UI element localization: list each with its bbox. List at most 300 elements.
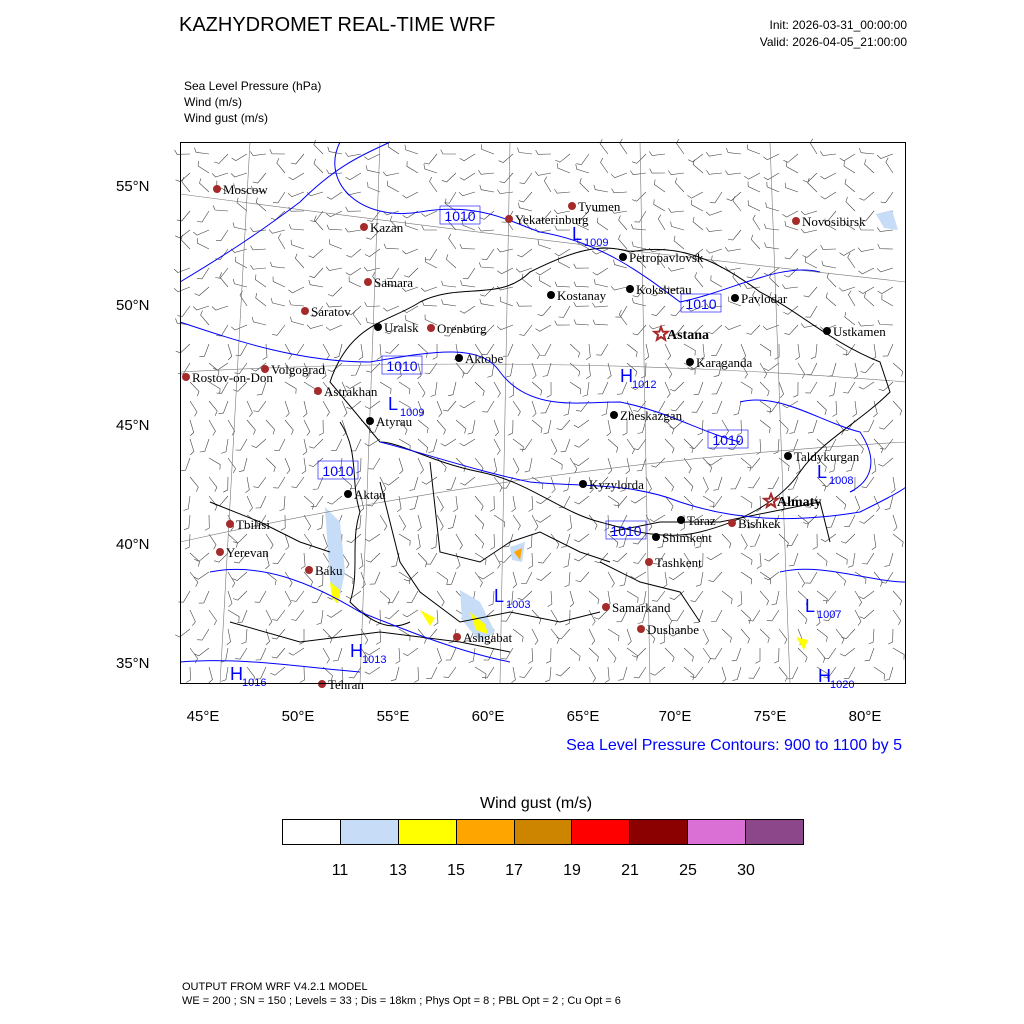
- city-dot-icon: [305, 566, 313, 574]
- wind-barb: [309, 439, 323, 448]
- low-center: [805, 596, 841, 621]
- wind-barb: [615, 306, 627, 317]
- wind-barb: [746, 325, 760, 334]
- wind-barb: [221, 667, 228, 681]
- city-label: Kokshetau: [636, 282, 692, 297]
- wind-barb: [291, 240, 304, 249]
- wind-barb: [449, 234, 456, 249]
- wind-barb: [513, 515, 520, 530]
- wind-barb: [608, 629, 619, 641]
- wind-barb: [668, 171, 684, 175]
- wind-barb: [821, 192, 836, 199]
- wind-barb: [513, 572, 517, 588]
- wind-barb: [327, 610, 342, 617]
- wind-barb: [410, 496, 418, 510]
- pressure-label: [318, 461, 358, 479]
- wind-barb: [385, 610, 399, 619]
- wind-barb: [817, 591, 827, 604]
- wind-barb: [859, 192, 874, 200]
- wind-barb: [808, 420, 817, 433]
- wind-barb: [789, 553, 798, 566]
- wind-barb: [854, 363, 858, 379]
- wind-barb: [632, 154, 646, 163]
- city-label: Taldykurgan: [794, 449, 860, 464]
- wind-barb: [619, 216, 627, 231]
- wind-barb: [817, 648, 825, 663]
- wind-barb: [893, 610, 901, 625]
- wind-barb: [748, 477, 760, 488]
- wind-barb: [760, 344, 771, 356]
- wind-barb: [703, 477, 708, 493]
- wind-barb: [711, 275, 722, 287]
- wind-barb: [551, 610, 558, 625]
- wind-barb: [669, 572, 684, 580]
- high-center: [230, 664, 266, 689]
- wind-barb: [864, 293, 874, 307]
- wind-barb: [403, 306, 418, 313]
- city-novosibirsk: [792, 214, 866, 229]
- wind-barb: [359, 344, 363, 360]
- wind-barb: [399, 382, 410, 394]
- wind-barb: [844, 515, 855, 527]
- wind-barb: [456, 534, 463, 549]
- city-label: Yerevan: [226, 545, 269, 560]
- wind-barb: [513, 458, 519, 474]
- wind-barb: [490, 534, 494, 550]
- wind-barb: [272, 648, 285, 658]
- wind-barb: [543, 420, 551, 434]
- slp-contour: [180, 142, 390, 282]
- wind-barb: [532, 363, 536, 379]
- footer-settings: WE = 200 ; SN = 150 ; Levels = 33 ; Dis = 18km ; Phys Opt = 8 ; PBL Opt = 2 ; Cu Opt = 6: [182, 995, 621, 1007]
- wind-barb: [437, 572, 448, 585]
- wind-barb: [731, 477, 742, 489]
- wind-barb: [793, 382, 798, 397]
- wind-barb: [811, 344, 817, 359]
- wind-barb: [741, 572, 752, 584]
- wind-barb: [231, 173, 247, 177]
- wind-barb: [757, 553, 761, 569]
- wind-barb: [605, 667, 609, 683]
- wind-barb: [684, 458, 691, 473]
- wind-barb: [855, 496, 860, 512]
- center-value: 1012: [632, 379, 657, 391]
- city-dushanbe: [637, 622, 699, 637]
- wind-barb: [272, 325, 285, 335]
- wind-barb: [346, 249, 361, 257]
- wind-barb: [428, 439, 437, 452]
- wind-barb: [760, 363, 767, 378]
- wind-barb: [532, 382, 542, 395]
- wind-barb: [600, 139, 608, 154]
- wind-barb: [675, 178, 684, 192]
- wind-barb: [215, 249, 228, 260]
- city-dot-icon: [686, 358, 694, 366]
- wind-barb: [782, 211, 798, 217]
- wind-barb: [490, 496, 494, 511]
- city-label: Atyrau: [376, 414, 413, 429]
- city-dot-icon: [213, 185, 221, 193]
- center-value: 1009: [400, 407, 425, 419]
- wind-barb: [418, 515, 422, 531]
- wind-barb: [558, 163, 571, 173]
- wind-barb: [197, 629, 209, 640]
- wind-barb: [345, 228, 361, 232]
- wind-barb: [798, 363, 805, 378]
- wind-barb: [233, 279, 247, 287]
- wind-barb: [307, 325, 323, 329]
- wind-barb: [672, 610, 684, 621]
- wind-barb: [631, 224, 646, 230]
- wind-barb: [663, 572, 667, 588]
- wind-barb: [209, 401, 217, 416]
- wind-barb: [190, 572, 198, 587]
- wind-barb: [665, 382, 670, 398]
- wind-barb: [593, 320, 608, 325]
- wind-barb: [712, 382, 722, 394]
- wind-barb: [233, 591, 247, 600]
- gust-area: [796, 637, 808, 650]
- city-dot-icon: [652, 533, 660, 541]
- wind-barb: [366, 553, 380, 562]
- wind-barb: [764, 363, 779, 371]
- wind-barb: [197, 238, 209, 249]
- wind-barb: [684, 648, 694, 662]
- wind-barb: [285, 420, 293, 435]
- pressure-label-text: 1010: [386, 358, 418, 374]
- center-value: 1008: [829, 475, 854, 487]
- wind-barb: [437, 401, 442, 417]
- city-label: Tashkent: [655, 555, 702, 570]
- city-label: Pavlodar: [741, 291, 788, 306]
- city-dot-icon: [216, 548, 224, 556]
- wind-barb: [604, 515, 608, 531]
- wind-barb: [391, 667, 399, 681]
- center-symbol: L: [388, 394, 399, 414]
- wind-barb: [501, 610, 513, 621]
- wind-barb: [594, 279, 608, 287]
- wind-barb: [480, 287, 494, 296]
- wind-barb: [630, 171, 646, 175]
- wind-barb: [583, 382, 589, 397]
- city-dot-icon: [645, 558, 653, 566]
- wind-barb: [418, 458, 424, 474]
- wind-barb: [500, 297, 513, 306]
- wind-barb: [380, 382, 391, 394]
- wind-barb: [446, 477, 456, 490]
- wind-barb: [437, 591, 444, 606]
- wind-barb: [633, 553, 646, 563]
- wind-barb: [366, 363, 380, 372]
- city-yerevan: [216, 545, 269, 560]
- wind-barb: [725, 171, 741, 175]
- wind-barb: [747, 458, 760, 468]
- wind-barb: [858, 248, 874, 252]
- wind-barb: [198, 161, 209, 173]
- wind-barb: [805, 572, 817, 583]
- city-dot-icon: [366, 417, 374, 425]
- wind-barb: [882, 295, 893, 307]
- city-kyzylorda: [579, 477, 644, 492]
- wind-barb: [574, 496, 589, 504]
- wind-barb: [706, 228, 722, 232]
- wind-barb: [547, 382, 551, 397]
- wind-barb: [827, 273, 836, 287]
- wind-barb: [460, 244, 475, 249]
- wind-barb: [888, 629, 893, 644]
- city-label: Almaty: [777, 495, 822, 510]
- wind-barb: [237, 198, 247, 211]
- wind-barb: [195, 287, 210, 296]
- wind-barb: [494, 439, 500, 455]
- wind-barb: [855, 591, 862, 606]
- wind-barb: [274, 439, 285, 451]
- wind-barb: [841, 534, 855, 543]
- wind-barb: [228, 610, 239, 622]
- wind-barb: [366, 165, 380, 173]
- city-rostov-on-don: [182, 370, 273, 385]
- wind-barb: [518, 203, 532, 211]
- wind-barb: [519, 325, 532, 335]
- wind-barb: [288, 287, 304, 293]
- wind-barb: [460, 439, 475, 446]
- wind-barb: [200, 439, 209, 452]
- wind-barb: [512, 667, 516, 683]
- city-label: Kyzylorda: [589, 477, 644, 492]
- wind-barb: [205, 515, 209, 530]
- city-label: Petropavlovsk: [629, 250, 704, 265]
- wind-barb: [537, 572, 551, 581]
- wind-barb: [861, 363, 874, 373]
- city-label: Ustkamen: [833, 324, 886, 339]
- wind-barb: [555, 249, 570, 256]
- wind-barb: [314, 216, 323, 230]
- wind-barb: [209, 458, 220, 470]
- city-dot-icon: [731, 294, 739, 302]
- wind-barb: [885, 496, 893, 510]
- wind-barb: [696, 572, 703, 586]
- wind-barb: [231, 249, 247, 253]
- wind-barb: [223, 477, 228, 492]
- city-dot-icon: [455, 354, 463, 362]
- wind-barb: [289, 224, 304, 230]
- wind-barb: [209, 610, 217, 625]
- wind-barb: [649, 325, 665, 329]
- center-symbol: H: [818, 666, 831, 686]
- wind-barb: [684, 496, 693, 510]
- wind-barb: [328, 147, 342, 154]
- wind-barb: [273, 277, 285, 288]
- wind-barb: [460, 173, 475, 180]
- wind-barb: [175, 230, 190, 238]
- wind-barb: [252, 317, 266, 325]
- wind-barb: [193, 306, 209, 310]
- wind-barb: [535, 171, 551, 175]
- wind-barb: [239, 458, 247, 472]
- wind-barb: [197, 211, 209, 222]
- wind-barb: [597, 218, 608, 230]
- wind-barb: [456, 420, 466, 433]
- wind-barb: [649, 151, 665, 155]
- wind-barb: [741, 629, 750, 643]
- center-symbol: L: [817, 462, 828, 482]
- wind-barb: [608, 572, 614, 588]
- wind-barb: [706, 170, 722, 174]
- wind-barb: [732, 667, 741, 680]
- wind-barb: [564, 572, 570, 587]
- wind-barb: [665, 648, 674, 662]
- wind-barb: [266, 610, 272, 626]
- wind-barb: [289, 173, 304, 180]
- wind-barb: [722, 667, 726, 683]
- wind-barb: [589, 591, 599, 604]
- wind-barb: [199, 591, 209, 603]
- wind-barb: [846, 197, 855, 211]
- wind-barb: [767, 610, 779, 621]
- wind-barb: [706, 249, 722, 253]
- wind-barb: [475, 515, 484, 529]
- city-dot-icon: [602, 603, 610, 611]
- wind-barb: [251, 246, 267, 250]
- wind-barb: [270, 667, 285, 675]
- wind-barb: [292, 477, 305, 488]
- wind-barb: [174, 287, 190, 292]
- wind-barb: [557, 420, 570, 430]
- wind-barb: [475, 496, 483, 511]
- wind-barb: [266, 420, 275, 434]
- wind-barb: [872, 344, 876, 360]
- wind-barb: [703, 496, 714, 508]
- wind-barb: [760, 591, 769, 605]
- wind-barb: [190, 477, 198, 492]
- wind-barb: [175, 629, 190, 637]
- map-title: KAZHYDROMET REAL-TIME WRF: [179, 14, 496, 36]
- wind-barb: [785, 183, 798, 192]
- wind-barb: [433, 344, 437, 359]
- city-dot-icon: [314, 387, 322, 395]
- wind-barb: [741, 458, 751, 471]
- city-taraz: [677, 513, 716, 528]
- wind-barb: [236, 344, 247, 355]
- wind-barb: [314, 159, 323, 173]
- wind-barb: [859, 591, 874, 599]
- wind-barb: [326, 325, 342, 330]
- city-bishkek: [728, 516, 781, 531]
- colorbar-label: 13: [389, 862, 407, 879]
- wind-barb: [494, 477, 502, 492]
- wind-barb: [608, 458, 612, 474]
- wind-barb: [574, 320, 589, 326]
- wind-barb: [359, 553, 363, 569]
- wind-barb: [706, 211, 722, 215]
- wind-barb: [388, 142, 399, 154]
- wind-barb: [475, 534, 484, 548]
- wind-barb: [517, 249, 532, 257]
- wind-barb: [448, 515, 456, 529]
- city-label: Samarkand: [612, 600, 671, 615]
- wind-barb: [687, 192, 703, 198]
- wind-barb: [425, 363, 437, 374]
- wind-barb: [463, 268, 475, 279]
- wind-barb: [309, 249, 323, 258]
- wind-barb: [634, 667, 646, 678]
- wind-barb: [273, 192, 285, 203]
- wind-barb: [475, 667, 486, 679]
- wind-barb: [418, 420, 428, 433]
- wind-barb: [364, 267, 380, 271]
- wind-barb: [328, 287, 342, 296]
- wind-barb: [365, 302, 380, 306]
- field-label-slp: Sea Level Pressure (hPa): [184, 79, 322, 93]
- wind-barb: [713, 477, 722, 490]
- wind-barb: [370, 572, 380, 584]
- wind-barb: [764, 553, 779, 561]
- wind-barb: [589, 648, 599, 662]
- kazakhstan-border: [330, 248, 890, 535]
- wind-barb: [520, 439, 532, 450]
- wind-barb: [269, 230, 285, 234]
- wind-barb: [444, 667, 456, 678]
- wind-barb: [422, 477, 437, 484]
- wind-barb: [561, 439, 570, 452]
- wind-barb: [190, 610, 195, 626]
- wind-barb: [570, 344, 580, 358]
- wind-barb: [555, 321, 570, 325]
- wind-barb: [349, 277, 361, 288]
- wind-barb: [288, 192, 304, 197]
- wind-barb: [858, 268, 874, 274]
- wind-barb: [200, 178, 210, 192]
- colorbar-label: 19: [563, 862, 581, 879]
- wind-barb: [289, 300, 304, 306]
- wind-barb: [309, 458, 323, 467]
- wind-barb: [227, 629, 231, 645]
- wind-barb: [848, 253, 855, 268]
- wind-barb: [365, 401, 380, 409]
- city-almaty: [764, 494, 821, 510]
- wind-barb: [285, 382, 296, 394]
- wind-barb: [247, 401, 252, 417]
- wind-barb: [209, 667, 213, 683]
- wind-barb: [345, 153, 361, 157]
- lon-tick: 80°E: [848, 708, 882, 725]
- wind-barb: [327, 192, 342, 199]
- wind-barb: [574, 439, 589, 447]
- wind-barb: [383, 172, 399, 176]
- wind-barb: [442, 173, 456, 182]
- city-pavlodar: [731, 291, 788, 306]
- wind-barb: [665, 477, 674, 491]
- wind-barb: [185, 534, 190, 549]
- wind-barb: [256, 293, 266, 306]
- wind-barb: [544, 177, 551, 192]
- wind-barb: [174, 268, 190, 273]
- wind-barb: [823, 591, 836, 601]
- wind-barb: [650, 515, 665, 522]
- wind-barb: [840, 154, 855, 161]
- wind-barb: [356, 458, 361, 473]
- wind-barb: [732, 648, 741, 661]
- city-label: Tehran: [328, 677, 364, 692]
- wind-barb: [424, 154, 437, 164]
- wind-barb: [878, 287, 893, 294]
- wind-barb: [632, 192, 646, 201]
- wind-barb: [190, 401, 197, 416]
- wind-barb: [848, 291, 855, 306]
- wind-barb: [353, 310, 361, 325]
- pressure-label-text: 1010: [712, 432, 744, 448]
- city-label: Ashgabat: [463, 630, 513, 645]
